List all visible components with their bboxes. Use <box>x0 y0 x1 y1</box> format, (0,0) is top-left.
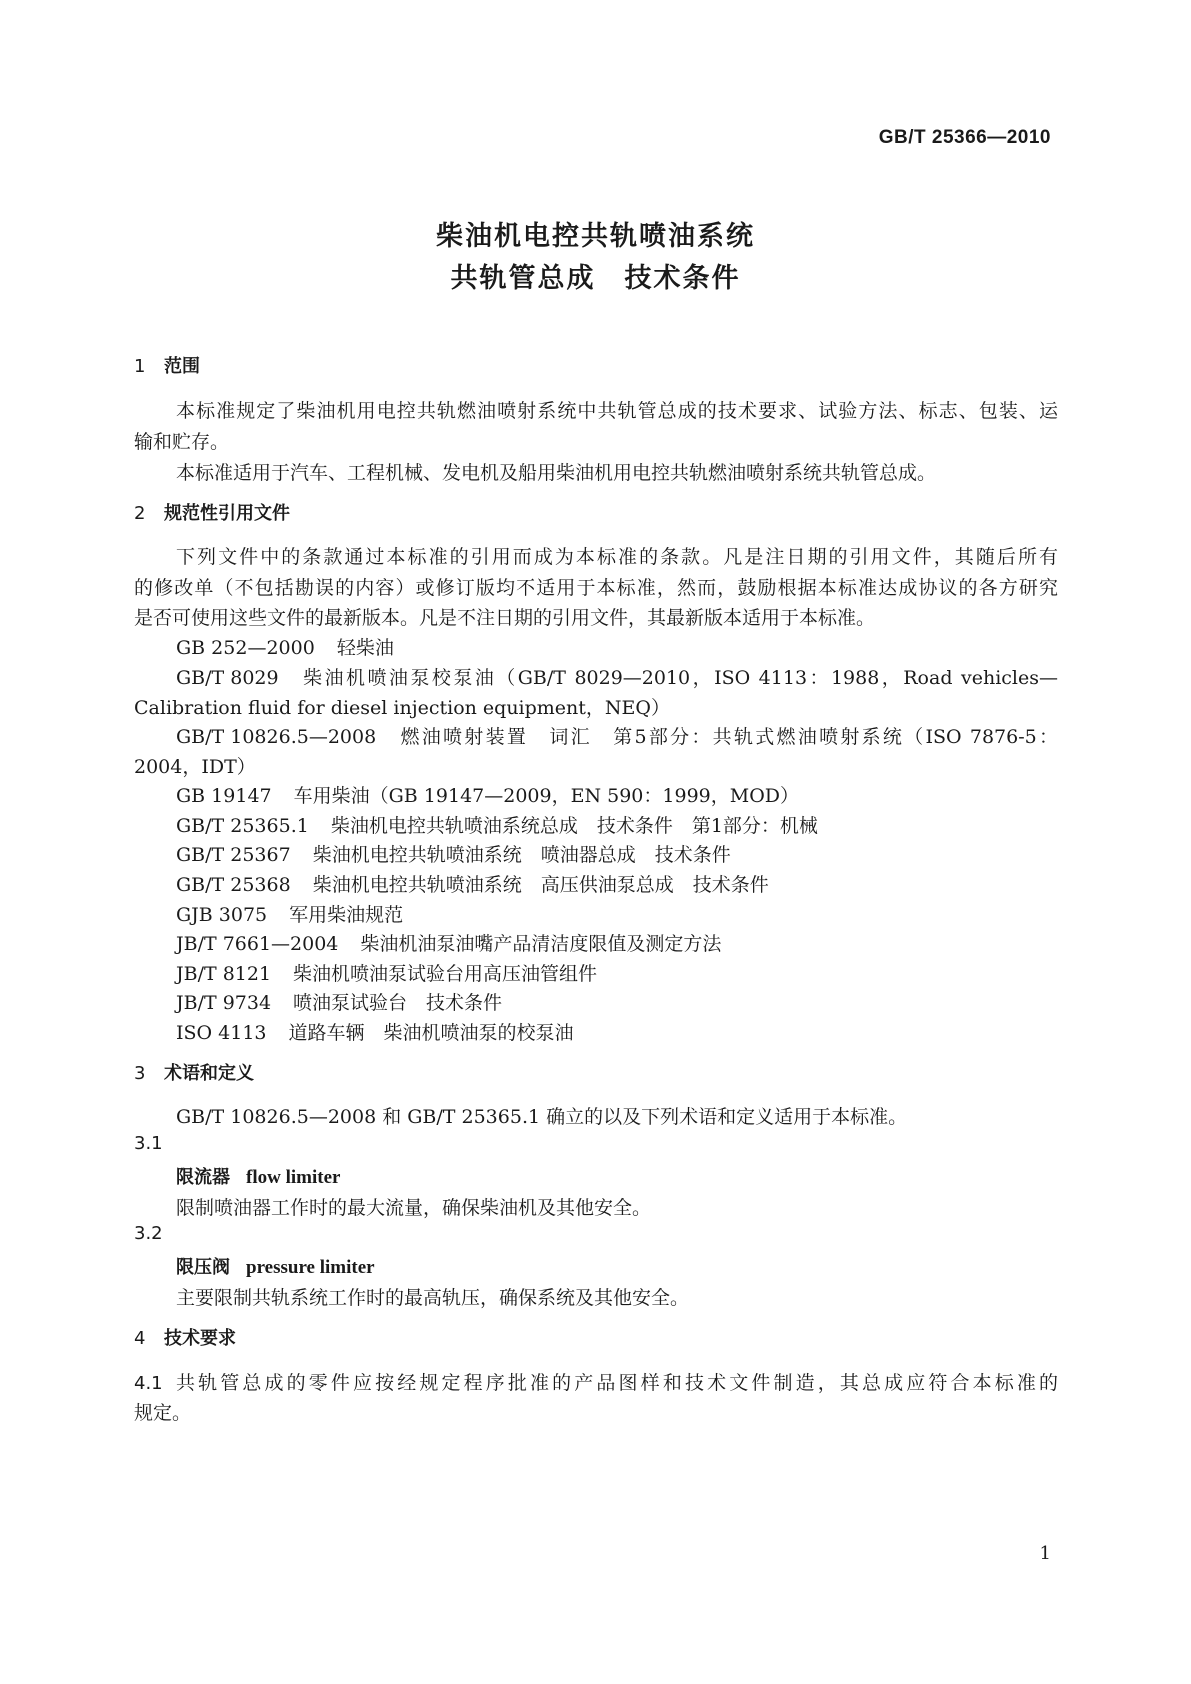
reference-code: ISO 4113 <box>176 1022 267 1044</box>
clause-number: 4.1 <box>134 1373 163 1394</box>
term-heading <box>176 1253 375 1279</box>
reference-title: 道路车辆 柴油机喷油泵的校泵油 <box>288 1022 574 1044</box>
term-number: 3.1 <box>134 1133 163 1154</box>
term-number: 3.2 <box>134 1223 163 1244</box>
s1-paragraph-2: 本标准适用于汽车、工程机械、发电机及船用柴油机用电控共轨燃油喷射系统共轨管总成。 <box>176 462 937 484</box>
reference-item <box>176 781 799 808</box>
reference-code: GB/T 8029 <box>176 667 279 689</box>
page-number: 1 <box>1039 1543 1051 1564</box>
reference-title: 轻柴油 <box>336 637 394 659</box>
s1-paragraph-1-line-2: 输和贮存。 <box>134 431 230 453</box>
reference-title: 军用柴油规范 <box>289 904 404 926</box>
section-4-heading <box>134 1324 236 1350</box>
reference-item <box>176 870 769 897</box>
reference-item <box>176 663 1058 690</box>
reference-title: 柴油机油泵油嘴产品清洁度限值及测定方法 <box>360 933 722 955</box>
s2-paragraph-line-3: 是否可使用这些文件的最新版本。凡是不注日期的引用文件，其最新版本适用于本标准。 <box>134 607 876 629</box>
section-number: 4 <box>134 1328 146 1349</box>
reference-code: JB/T 8121 <box>176 963 272 985</box>
section-number: 2 <box>134 503 146 524</box>
reference-title: 柴油机电控共轨喷油系统 高压供油泵总成 技术条件 <box>312 874 769 896</box>
term-en: flow limiter <box>246 1167 341 1188</box>
section-2-heading <box>134 499 290 525</box>
reference-code: JB/T 7661—2004 <box>176 933 339 955</box>
term-en: pressure limiter <box>246 1257 375 1278</box>
section-title: 范围 <box>164 356 200 377</box>
section-title: 技术要求 <box>164 1328 236 1349</box>
section-title: 术语和定义 <box>164 1063 254 1084</box>
reference-code: GB 252—2000 <box>176 637 315 659</box>
reference-code: GB/T 25368 <box>176 874 291 896</box>
title-line-1: 柴油机电控共轨喷油系统 <box>436 221 755 252</box>
section-3-heading <box>134 1059 254 1085</box>
reference-code: GJB 3075 <box>176 904 268 926</box>
reference-item <box>176 722 1058 749</box>
reference-code: GB/T 25365.1 <box>176 815 309 837</box>
reference-title: 柴油机电控共轨喷油系统总成 技术条件 第1部分：机械 <box>330 815 818 837</box>
reference-item <box>176 811 818 838</box>
reference-code: JB/T 9734 <box>176 992 272 1014</box>
section-number: 1 <box>134 356 146 377</box>
reference-item <box>176 1018 574 1045</box>
term-zh: 限流器 <box>176 1167 230 1188</box>
clause-4-1-line-2: 规定。 <box>134 1402 192 1424</box>
reference-title: 柴油机喷油泵校泵油（GB/T 8029—2010，ISO 4113：1988，Road vehicles— <box>300 667 1058 689</box>
reference-item <box>176 959 597 986</box>
reference-title: 燃油喷射装置 词汇 第5部分：共轨式燃油喷射系统（ISO 7876-5： <box>398 726 1058 748</box>
term-heading <box>176 1163 340 1189</box>
title-line-2: 共轨管总成 技术条件 <box>450 263 741 294</box>
term-definition: 主要限制共轨系统工作时的最高轨压，确保系统及其他安全。 <box>176 1287 690 1309</box>
reference-title: 柴油机电控共轨喷油系统 喷油器总成 技术条件 <box>312 844 731 866</box>
reference-code: GB/T 10826.5—2008 <box>176 726 377 748</box>
section-title: 规范性引用文件 <box>164 503 290 524</box>
reference-item <box>176 900 403 927</box>
reference-continuation: 2004，IDT） <box>134 756 256 778</box>
reference-item <box>176 988 502 1015</box>
s2-paragraph-line-1: 下列文件中的条款通过本标准的引用而成为本标准的条款。凡是注日期的引用文件，其随后所有 <box>176 546 1058 568</box>
reference-item <box>176 929 721 956</box>
reference-code: GB/T 25367 <box>176 844 291 866</box>
reference-title: 喷油泵试验台 技术条件 <box>293 992 503 1014</box>
reference-title: 车用柴油（GB 19147—2009，EN 590：1999，MOD） <box>293 785 800 807</box>
reference-title: 柴油机喷油泵试验台用高压油管组件 <box>293 963 598 985</box>
term-definition: 限制喷油器工作时的最大流量，确保柴油机及其他安全。 <box>176 1197 652 1219</box>
clause-4-1-line-1 <box>134 1368 1058 1395</box>
reference-item <box>176 633 394 660</box>
reference-code: GB 19147 <box>176 785 272 807</box>
standard-code: GB/T 25366—2010 <box>878 127 1051 148</box>
section-number: 3 <box>134 1063 146 1084</box>
reference-continuation: Calibration fluid for diesel injection equipment，NEQ） <box>134 697 670 719</box>
term-zh: 限压阀 <box>176 1257 230 1278</box>
clause-text: 共轨管总成的零件应按经规定程序批准的产品图样和技术文件制造，其总成应符合本标准的 <box>176 1372 1058 1394</box>
s2-paragraph-line-2: 的修改单（不包括勘误的内容）或修订版均不适用于本标准，然而，鼓励根据本标准达成协议的各方研究 <box>134 577 1058 599</box>
s3-intro: GB/T 10826.5—2008 和 GB/T 25365.1 确立的以及下列术语和定义适用于本标准。 <box>176 1106 908 1128</box>
reference-item <box>176 840 731 867</box>
section-1-heading <box>134 352 200 378</box>
s1-paragraph-1-line-1: 本标准规定了柴油机用电控共轨燃油喷射系统中共轨管总成的技术要求、试验方法、标志、包装、运 <box>176 400 1058 422</box>
